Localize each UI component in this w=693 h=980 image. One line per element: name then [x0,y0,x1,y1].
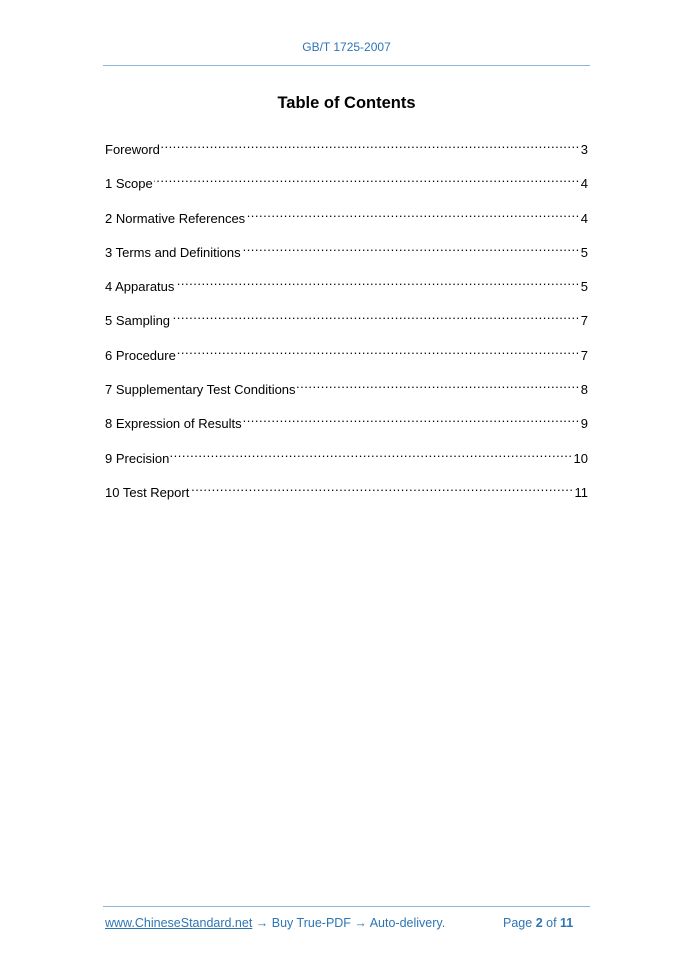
toc-entry-supplementary-test-conditions[interactable] [105,374,588,408]
toc-entry-label: 9 Precision [105,450,170,466]
toc-entry-label: 1 Scope [105,176,153,192]
toc-entry-label: 4 Apparatus [105,279,175,295]
toc-entry-procedure[interactable] [105,340,588,374]
toc-entry-label: 5 Sampling [105,313,171,329]
toc-entry-page: 7 [580,313,588,329]
toc-entry-page: 7 [580,347,588,363]
toc-dot-leader [297,374,580,394]
website-link[interactable]: www.ChineseStandard.net [105,916,253,930]
footer-tagline: → Buy True-PDF → Auto-delivery. [252,916,446,930]
toc-dot-leader [171,305,580,325]
toc-entry-test-report[interactable] [105,477,588,511]
toc-dot-leader [246,203,580,223]
toc-entry-page: 8 [580,382,588,398]
toc-entry-precision[interactable] [105,443,588,477]
toc-entry-page: 4 [580,210,588,226]
toc-entry-label: 3 Terms and Definitions [105,244,241,260]
toc-dot-leader [154,168,580,188]
toc-entry-label: 10 Test Report [105,484,190,500]
toc-entry-expression-of-results[interactable] [105,408,588,442]
toc-entry-label: 7 Supplementary Test Conditions [105,382,296,398]
total-pages-number: 11 [560,916,574,930]
toc-dot-leader [177,340,580,360]
toc-entry-normative-references[interactable] [105,203,588,237]
toc-entry-page: 9 [580,416,588,432]
page-indicator [503,916,573,930]
toc-dot-leader [161,134,580,154]
toc-dot-leader [190,477,573,497]
toc-entry-label: Foreword [105,142,160,157]
header-divider [103,65,590,66]
toc-entry-page: 5 [580,279,588,295]
current-page-number: 2 [535,916,543,930]
toc-entry-page: 5 [580,244,588,260]
toc-entry-scope[interactable] [105,168,588,202]
toc-dot-leader [170,443,572,463]
toc-entry-label: 6 Procedure [105,347,176,363]
toc-dot-leader [175,271,579,291]
toc-dot-leader [243,408,580,428]
of-word: of [546,916,557,930]
toc-entry-apparatus[interactable] [105,271,588,305]
page-word: Page [503,916,533,930]
toc-entry-foreword[interactable] [105,134,588,168]
toc-entry-label: 2 Normative References [105,210,246,226]
footer-promo [105,916,445,930]
toc-entry-page: 4 [580,176,588,192]
document-code-header: GB/T 1725-2007 [302,40,391,54]
toc-entry-page: 10 [573,450,588,466]
page-title: Table of Contents [277,94,416,112]
toc-entry-terms-and-definitions[interactable] [105,237,588,271]
toc-dot-leader [242,237,580,257]
table-of-contents [105,134,588,511]
toc-entry-label: 8 Expression of Results [105,416,242,432]
toc-entry-page: 11 [574,484,588,500]
toc-entry-page: 3 [580,142,588,157]
footer-divider [103,906,590,907]
toc-entry-sampling[interactable] [105,305,588,339]
